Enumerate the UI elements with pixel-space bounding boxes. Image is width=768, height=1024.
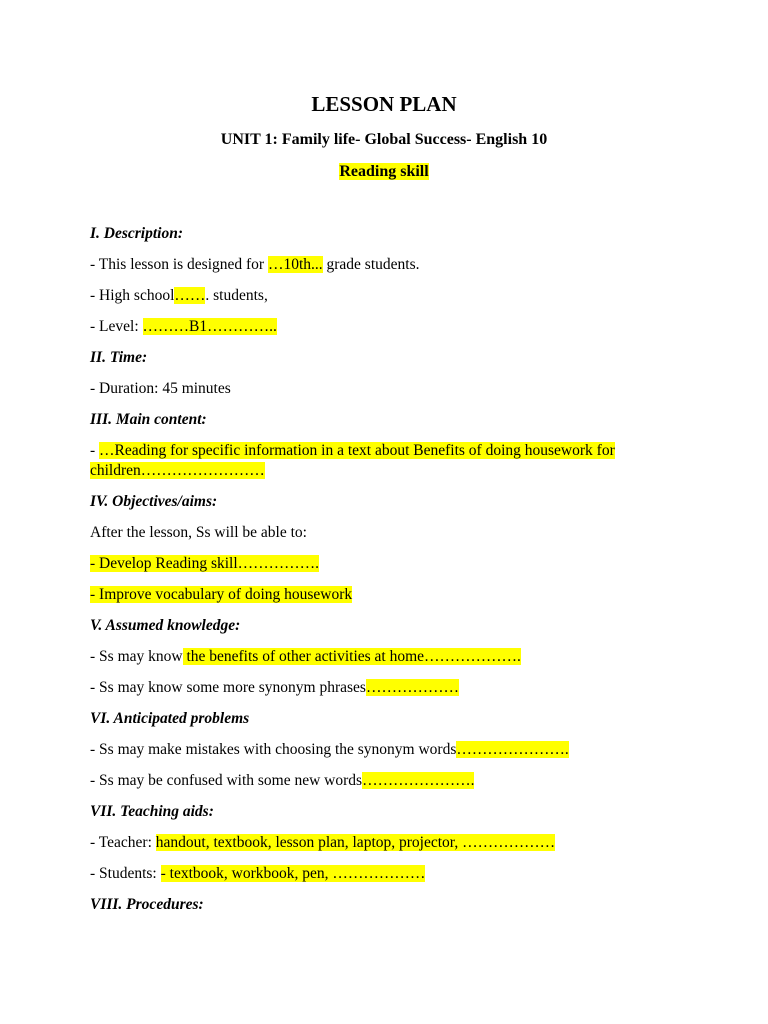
main-content-heading: III. Main content: xyxy=(90,411,207,428)
anticipated-problem-highlight: …………………. xyxy=(456,741,569,758)
objective-item xyxy=(90,554,680,574)
objective-item xyxy=(90,585,680,605)
teacher-aids-highlight: handout, textbook, lesson plan, laptop, projector, ……………… xyxy=(155,834,556,851)
main-content-highlight: …Reading for specific information in a text about Benefits of doing housework for xyxy=(99,442,615,459)
anticipated-problem-item: - Ss may make mistakes with choosing the synonym words…………………. xyxy=(90,741,569,758)
school-highlight: …… xyxy=(174,287,206,304)
student-aids-highlight: - textbook, workbook, pen, ……………… xyxy=(160,865,426,882)
assumed-knowledge-item: - Ss may know some more synonym phrases……………… xyxy=(90,679,459,696)
objective-item-text: - Develop Reading skill……………. xyxy=(90,555,320,572)
grade-highlight: …10th... xyxy=(267,256,323,273)
objective-item-text: - Improve vocabulary of doing housework xyxy=(90,586,353,603)
skill-label xyxy=(0,163,768,181)
description-heading: I. Description: xyxy=(90,225,183,242)
objectives-intro: After the lesson, Ss will be able to: xyxy=(90,524,307,541)
anticipated-problem-highlight: …………………. xyxy=(362,772,475,789)
main-content-line-cont xyxy=(90,461,680,481)
time-duration: - Duration: 45 minutes xyxy=(90,380,231,397)
teaching-aids-heading: VII. Teaching aids: xyxy=(90,803,214,820)
document-title: LESSON PLAN xyxy=(311,92,457,116)
unit-subtitle: UNIT 1: Family life- Global Success- English 10 xyxy=(220,131,548,148)
procedures-heading: VIII. Procedures: xyxy=(90,896,204,913)
description-grade: - This lesson is designed for …10th... grade students. xyxy=(90,256,420,273)
main-content-line: - …Reading for specific information in a text about Benefits of doing housework for xyxy=(90,442,615,459)
anticipated-problems-heading: VI. Anticipated problems xyxy=(90,710,250,727)
assumed-knowledge-highlight: the benefits of other activities at home………………. xyxy=(182,648,521,665)
description-level: - Level: ………B1………….. xyxy=(90,318,277,335)
main-content-highlight-cont: children…………………… xyxy=(90,462,265,479)
objectives-heading: IV. Objectives/aims: xyxy=(90,493,218,510)
teaching-aids-students: - Students: - textbook, workbook, pen, ……………… xyxy=(90,865,426,882)
assumed-knowledge-item: - Ss may know the benefits of other activities at home………………. xyxy=(90,648,521,665)
skill-label-text: Reading skill xyxy=(339,163,429,180)
level-highlight: ………B1………….. xyxy=(142,318,277,335)
description-school: - High school……. students, xyxy=(90,287,268,304)
anticipated-problem-item: - Ss may be confused with some new words…………………. xyxy=(90,772,475,789)
teaching-aids-teacher: - Teacher: handout, textbook, lesson plan, laptop, projector, ……………… xyxy=(90,834,556,851)
assumed-knowledge-highlight: ……………… xyxy=(365,679,459,696)
lesson-body xyxy=(90,224,680,915)
time-heading: II. Time: xyxy=(90,349,148,366)
assumed-knowledge-heading: V. Assumed knowledge: xyxy=(90,617,241,634)
